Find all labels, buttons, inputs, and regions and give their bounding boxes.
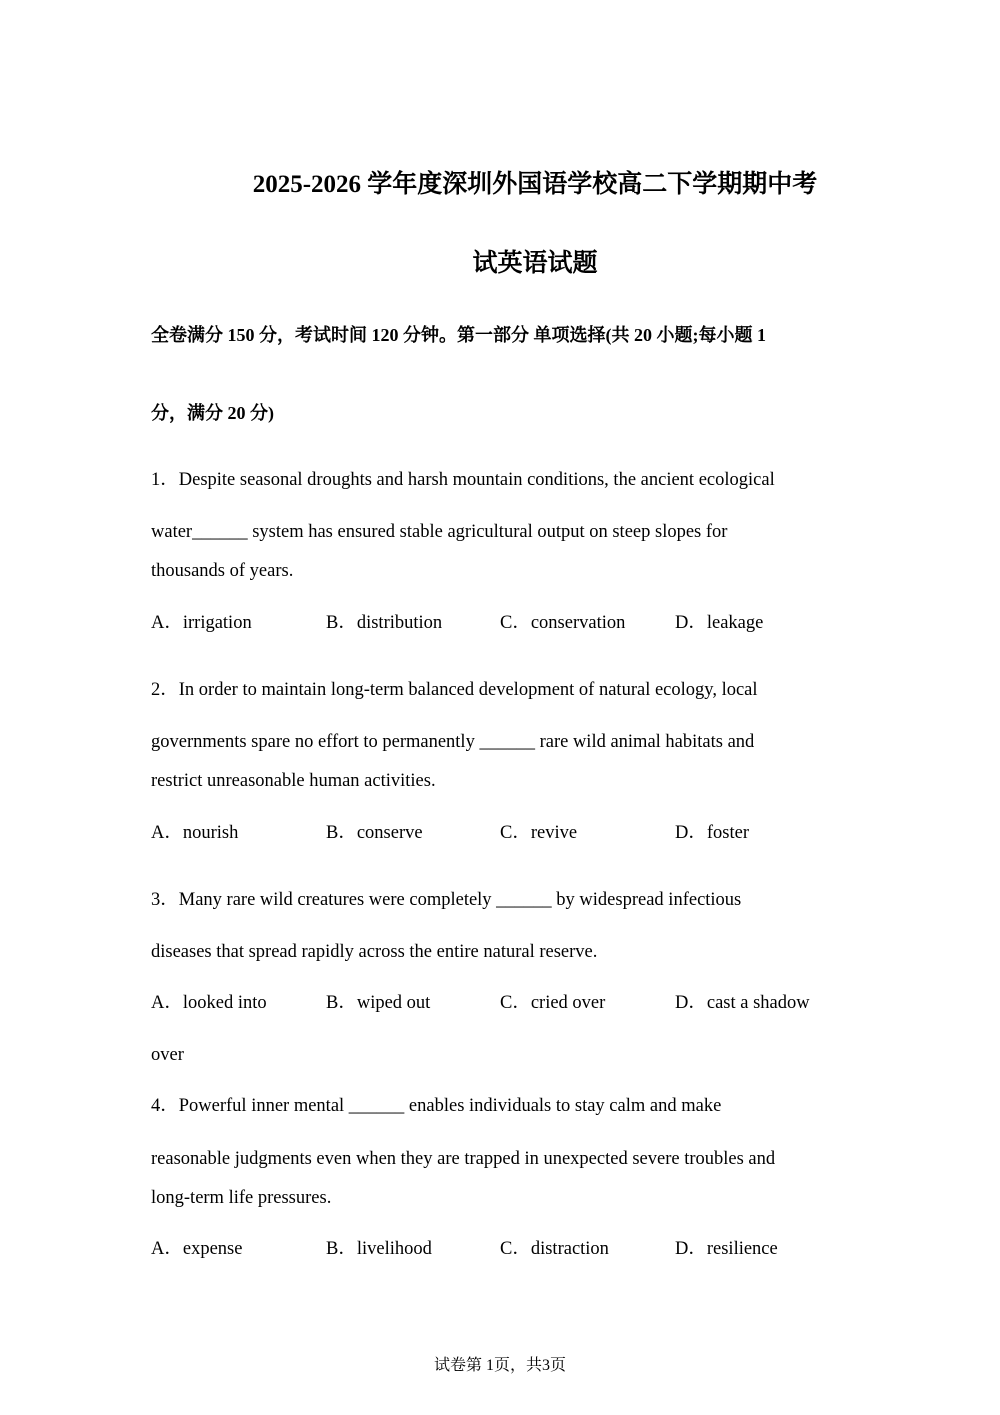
question-4-option-a: A．expense: [151, 1239, 243, 1259]
question-4-option-d: D．resilience: [675, 1239, 778, 1259]
question-2-option-d: D．foster: [675, 823, 749, 843]
question-2-option-c: C．revive: [500, 823, 578, 843]
question-2-line-3: restrict unreasonable human activities.: [151, 771, 436, 791]
question-3-option-c: C．cried over: [500, 993, 606, 1013]
exam-title-line-1: 2025-2026 学年度深圳外国语学校高二下学期期中考: [252, 171, 818, 198]
question-3-line-2: diseases that spread rapidly across the entire natural reserve.: [151, 942, 598, 962]
question-3-option-d-wrap: over: [151, 1045, 184, 1065]
question-2-option-b: B．conserve: [326, 823, 423, 843]
question-1-line-1: 1．Despite seasonal droughts and harsh mountain conditions, the ancient ecological: [151, 470, 775, 490]
question-1-option-c: C．conservation: [500, 613, 626, 633]
question-1-option-d: D．leakage: [675, 613, 764, 633]
question-1-option-a: A．irrigation: [151, 613, 252, 633]
question-3-option-b: B．wiped out: [326, 993, 431, 1013]
question-4-line-3: long-term life pressures.: [151, 1188, 332, 1208]
exam-title-line-2: 试英语试题: [472, 250, 598, 277]
question-2-line-2: governments spare no effort to permanently ______ rare wild animal habitats and: [151, 732, 755, 752]
question-4-option-c: C．distraction: [500, 1239, 609, 1259]
question-1-option-b: B．distribution: [326, 613, 443, 633]
page-footer: 试卷第 1页，共3页: [433, 1357, 566, 1374]
question-3-option-d: D．cast a shadow: [675, 993, 810, 1013]
question-3-option-a: A．looked into: [151, 993, 267, 1013]
question-4-option-b: B．livelihood: [326, 1239, 432, 1259]
question-2-line-1: 2．In order to maintain long-term balanced development of natural ecology, local: [151, 680, 758, 700]
question-4-line-1: 4．Powerful inner mental ______ enables individuals to stay calm and make: [151, 1096, 722, 1116]
question-2-option-a: A．nourish: [151, 823, 239, 843]
question-1-line-3: thousands of years.: [151, 561, 294, 581]
question-4-line-2: reasonable judgments even when they are trapped in unexpected severe troubles and: [151, 1149, 776, 1169]
instructions-line-2: 分，满分 20 分): [151, 403, 274, 423]
instructions-line-1: 全卷满分 150 分，考试时间 120 分钟。第一部分 单项选择(共 20 小题;每小题 1: [151, 325, 766, 345]
question-1-line-2: water______ system has ensured stable agricultural output on steep slopes for: [151, 522, 728, 542]
question-3-line-1: 3．Many rare wild creatures were completely ______ by widespread infectious: [151, 890, 742, 910]
